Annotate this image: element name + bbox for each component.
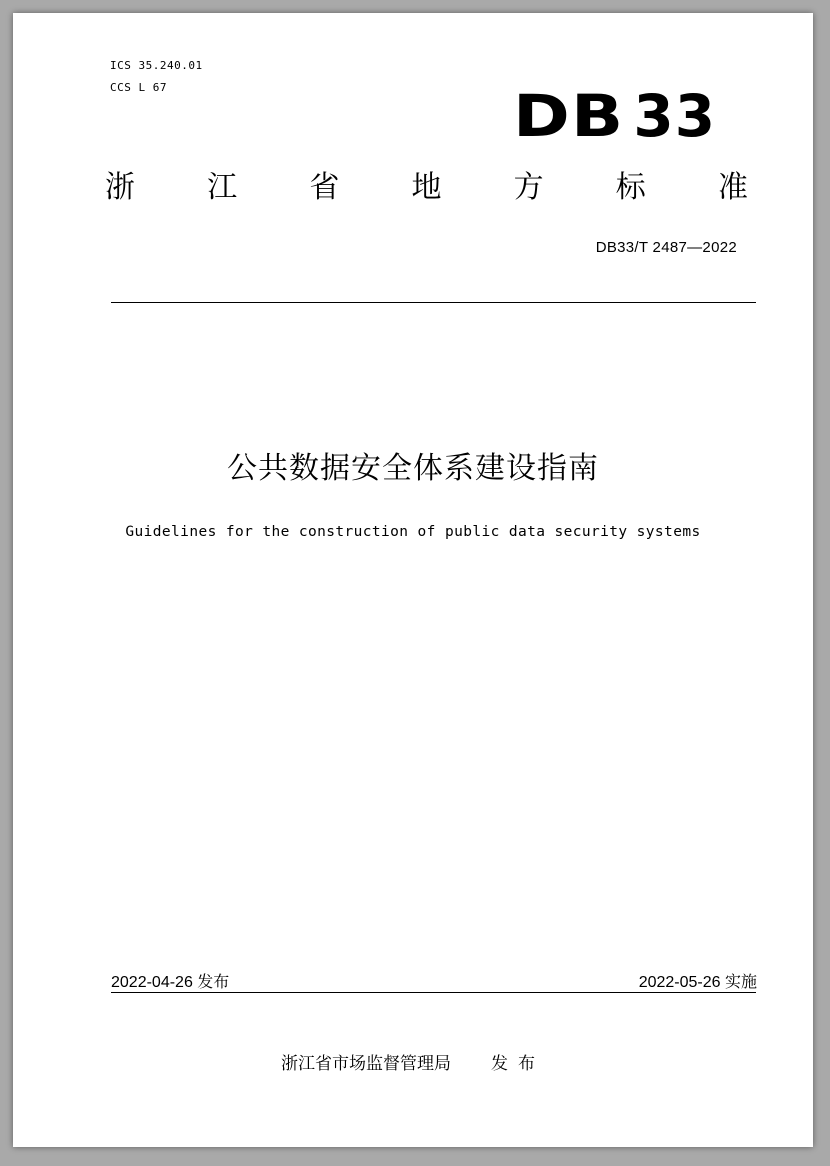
top-divider [111, 302, 756, 303]
implementation-date: 2022-05-26 实施 [638, 974, 757, 991]
publisher-name: 浙江省市场监督管理局 [281, 1054, 451, 1074]
issue-date: 2022-04-26 发布 [111, 974, 230, 991]
standard-type [105, 170, 748, 205]
standard-type-char: 省 [309, 170, 340, 205]
bottom-divider [111, 992, 756, 993]
standard-type-char: 标 [615, 170, 646, 205]
document-page [13, 13, 813, 1147]
standard-type-char: 地 [411, 170, 442, 205]
logo-number: 33 [633, 82, 717, 150]
publisher-action: 发布 [491, 1054, 545, 1074]
standard-type-char: 方 [513, 170, 544, 205]
ics-code: ICS 35.240.01 [110, 59, 203, 72]
standard-type-char: 江 [207, 170, 238, 205]
standard-type-char: 准 [717, 170, 748, 205]
db33-logo [513, 82, 717, 150]
ccs-code: CCS L 67 [110, 81, 167, 94]
standard-type-char: 浙 [105, 170, 135, 205]
title-english: Guidelines for the construction of public data security systems [125, 524, 701, 540]
standard-number: DB33/T 2487—2022 [595, 239, 737, 256]
title-chinese: 公共数据安全体系建设指南 [227, 451, 599, 486]
logo-letters: DB [513, 82, 625, 150]
publisher [13, 1049, 813, 1074]
